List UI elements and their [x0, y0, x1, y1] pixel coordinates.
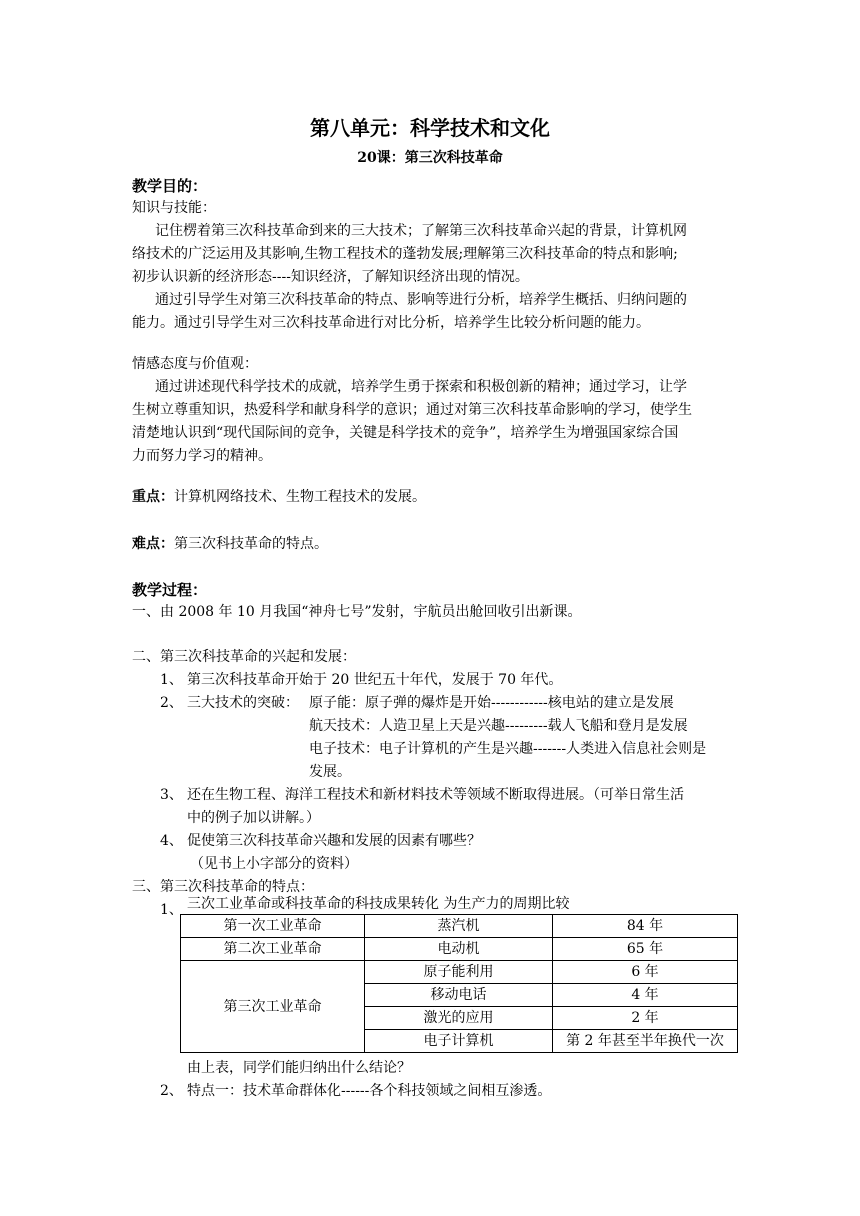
item-text: 航天技术：人造卫星上天是兴趣---------载人飞船和登月是发展 [309, 718, 688, 734]
section-3: 三、第三次科技革命的特点： [132, 879, 314, 895]
table-cell: 移动电话 [365, 984, 553, 1007]
item-text: 中的例子加以讲解。） [187, 810, 320, 826]
item-text: 特点一：技术革命群体化------各个科技领域之间相互渗透。 [187, 1083, 552, 1099]
item-number: 2、 [160, 1083, 183, 1099]
table-cell: 第 2 年甚至半年换代一次 [553, 1030, 738, 1053]
difficulty-label: 难点： [132, 536, 174, 552]
item-number: 4、 [160, 833, 183, 849]
key-point-label: 重点： [132, 489, 174, 505]
item-number: 1、 [160, 672, 183, 688]
table-cell: 激光的应用 [365, 1007, 553, 1030]
item-text: 促使第三次科技革命兴趣和发展的因素有哪些？ [187, 833, 481, 849]
knowledge-line: 通过引导学生对第三次科技革命的特点、影响等进行分析，培养学生概括、归纳问题的 [155, 292, 687, 308]
section-2: 二、第三次科技革命的兴起和发展： [132, 649, 356, 665]
item-text: 三次工业革命或科技革命的科技成果转化 为生产力的周期比较 [187, 896, 570, 912]
table-cell: 原子能利用 [365, 961, 553, 984]
item-text: 原子能：原子弹的爆炸是开始------------核电站的建立是发展 [309, 695, 674, 711]
item-number: 2、 [160, 695, 183, 711]
table-cell: 84 年 [553, 915, 738, 938]
emotion-line: 生树立尊重知识，热爱科学和献身科学的意识；通过对第三次科技革命影响的学习，使学生 [132, 402, 692, 418]
knowledge-line: 记住楞着第三次科技革命到来的三大技术；了解第三次科技革命兴起的背景，计算机网 [155, 223, 687, 239]
table-cell: 4 年 [553, 984, 738, 1007]
table-cell: 蒸汽机 [365, 915, 553, 938]
key-point-text: 计算机网络技术、生物工程技术的发展。 [174, 489, 426, 505]
table-row [181, 938, 738, 961]
process-heading: 教学过程： [132, 581, 208, 599]
table-cell: 2 年 [553, 1007, 738, 1030]
item-label: 三大技术的突破： [187, 695, 299, 711]
key-point [132, 486, 426, 509]
knowledge-line: 初步认识新的经济形态----知识经济，了解知识经济出现的情况。 [132, 269, 529, 285]
table-cell: 第三次工业革命 [181, 961, 365, 1053]
difficulty [132, 533, 328, 556]
table-cell: 65 年 [553, 938, 738, 961]
emotion-label: 情感态度与价值观： [132, 356, 258, 372]
difficulty-text: 第三次科技革命的特点。 [174, 536, 328, 552]
table-cell: 6 年 [553, 961, 738, 984]
page-title: 第八单元：科学技术和文化 [310, 116, 550, 140]
emotion-line: 力而努力学习的精神。 [132, 448, 272, 464]
table-row [181, 961, 738, 984]
emotion-line: 清楚地认识到“现代国际间的竞争，关键是科学技术的竞争”，培养学生为增强国家综合国 [132, 425, 679, 441]
item-text: 还在生物工程、海洋工程技术和新材料技术等领域不断取得进展。（可举日常生活 [187, 787, 684, 803]
item-text: 第三次科技革命开始于 20 世纪五十年代，发展于 70 年代。 [187, 672, 563, 688]
emotion-line: 通过讲述现代科学技术的成就，培养学生勇于探索和积极创新的精神；通过学习，让学 [155, 379, 687, 395]
section-1: 一、由 2008 年 10 月我国“神舟七号”发射，宇航员出舱回收引出新课。 [132, 604, 582, 620]
item-number: 3、 [160, 787, 183, 803]
table-cell: 第一次工业革命 [181, 915, 365, 938]
table-cell: 电子计算机 [365, 1030, 553, 1053]
table-cell: 第二次工业革命 [181, 938, 365, 961]
item-number: 1、 [160, 902, 183, 918]
item-text: 发展。 [309, 764, 351, 780]
item-text: （见书上小字部分的资料） [190, 856, 358, 872]
comparison-table [180, 914, 738, 1053]
knowledge-line: 能力。通过引导学生对三次科技革命进行对比分析，培养学生比较分析问题的能力。 [132, 315, 650, 331]
item-text: 电子技术：电子计算机的产生是兴趣-------人类进入信息社会则是 [309, 741, 707, 757]
table-question: 由上表，同学们能归纳出什么结论？ [187, 1060, 411, 1076]
knowledge-line: 络技术的广泛运用及其影响,生物工程技术的蓬勃发展;理解第三次科技革命的特点和影响; [132, 246, 678, 262]
objectives-heading: 教学目的： [132, 177, 208, 195]
lesson-title: 20课：第三次科技革命 [357, 150, 503, 166]
knowledge-label: 知识与技能： [132, 200, 216, 216]
table-row [181, 915, 738, 938]
table-cell: 电动机 [365, 938, 553, 961]
